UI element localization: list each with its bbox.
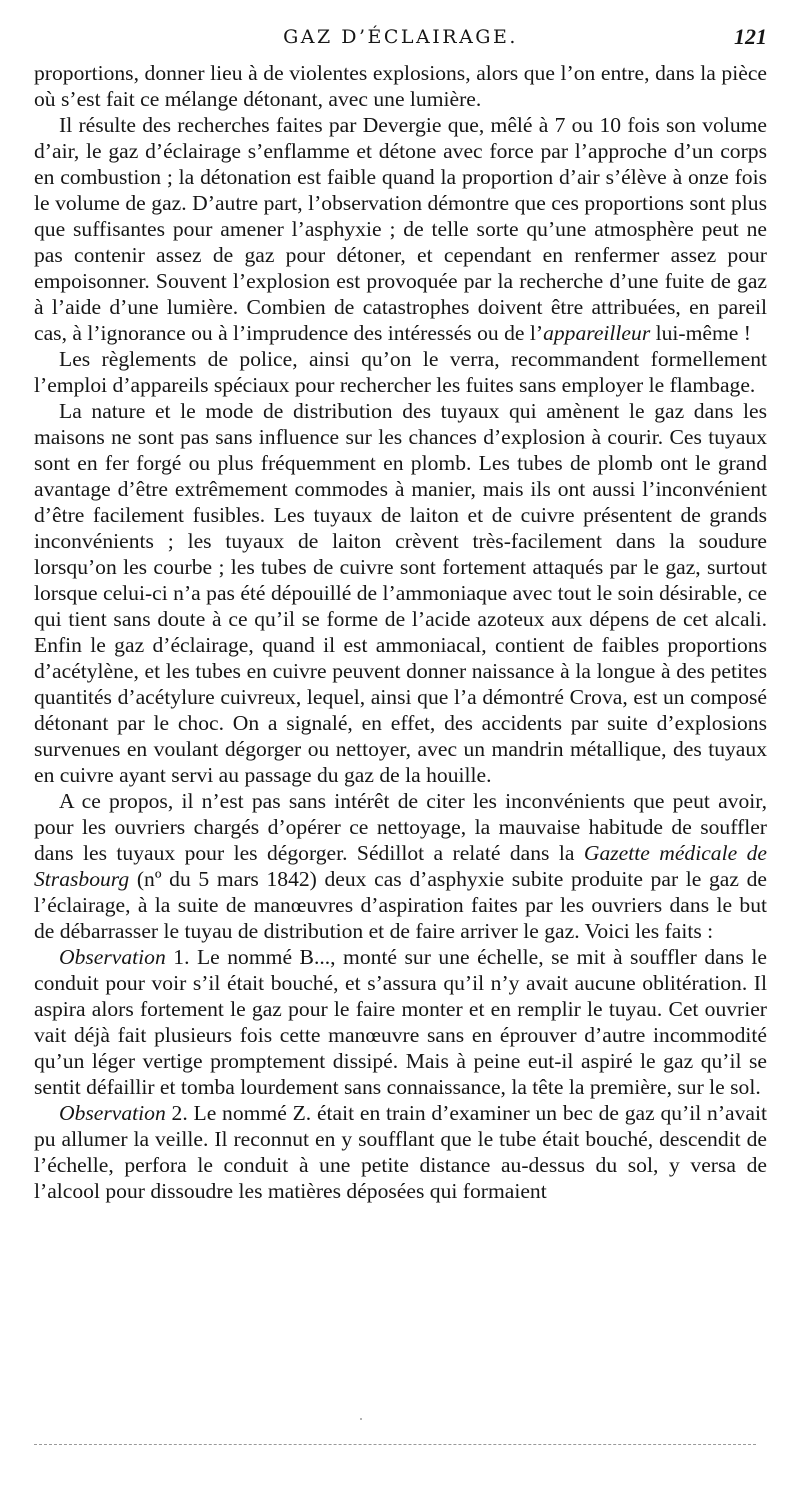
paragraph-reglements <box>34 346 767 398</box>
observation-label: Observation <box>59 1101 166 1125</box>
page-header <box>34 22 767 52</box>
paragraph-text: Les règlements de police, ainsi qu’on le verra, recommandent formellement l’emploi d’appareils spéciaux pour rechercher les fuites sans employer le flambage. <box>34 347 767 397</box>
paragraph-text: La nature et le mode de distribution des tuyaux qui amènent le gaz dans les maisons ne sont pas sans influence sur les chances d’explosion à courir. Ces tuyaux sont en fer forgé ou plus fréquemment en plomb. Les tubes de plomb ont le grand avantage d’être extrêmement commodes à manier, mais ils ont aussi l’inconvénient d’être facilement fusibles. Les tuyaux de laiton et de cuivre présentent de grands inconvénients ; les tuyaux de laiton crèvent très-facilement dans la soudure lorsqu’on les courbe ; les tubes de cuivre sont fortement attaqués par le gaz, surtout lorsque celui-ci n’a pas été dépouillé de l’ammoniaque avec tout le soin désirable, ce qui tient sans doute à ce qu’il se forme de l’acide azoteux aux dépens de cet alcali. Enfin le gaz d’éclairage, quand il est ammoniacal, contient de faibles proportions d’acétylène, et les tubes en cuivre peuvent donner naissance à la longue à des petites quantités d’acétylure cuivreux, lequel, ainsi que l’a démontré Crova, est un composé détonant par le choc. On a signalé, en effet, des accidents par suite d’explosions survenues en voulant dégorger ou nettoyer, avec un mandrin métallique, des tuyaux en cuivre ayant servi au passage du gaz de la houille. <box>34 399 767 787</box>
paragraph-observation-1 <box>34 944 767 1100</box>
running-title: GAZ D’ÉCLAIRAGE. <box>283 26 518 48</box>
paragraph-text-tail: 2. Le nommé Z. était en train d’examiner un bec de gaz qu’il n’avait pu allumer la veille. Il reconnut en y soufflant que le tube était bouché, descendit de l’échelle, perfora le conduit à une petite distance au-dessus du sol, y versa de l’alcool pour dissoudre les matières déposées qui formaient <box>34 1101 767 1203</box>
paragraph-tuyaux <box>34 398 767 788</box>
paragraph-text-tail: lui-même ! <box>650 321 751 345</box>
paragraph-text: proportions, donner lieu à de violentes explosions, alors que l’on entre, dans la pièce où s’est fait ce mélange détonant, avec une lumière. <box>34 61 767 111</box>
paragraph-text-tail: 1. Le nommé B..., monté sur une échelle, se mit à souffler dans le conduit pour voir s’il était bouché, et s’assura qu’il n’y avait aucune oblitération. Il aspira alors fortement le gaz pour le faire monter et en remplir le tuyau. Cet ouvrier vait déjà fait plusieurs fois cette manœuvre sans en éprouver d’autre incommodité qu’un léger vertige promptement dissipé. Mais à peine eut-il aspiré le gaz qu’il se sentit défaillir et tomba lourdement sans connaissance, la tête la première, sur le sol. <box>34 945 767 1099</box>
paragraph-sedillot <box>34 788 767 944</box>
observation-label: Observation <box>59 945 166 969</box>
bottom-bleed-through-line <box>34 1444 756 1445</box>
paragraph-observation-2 <box>34 1100 767 1204</box>
paragraph-continuation <box>34 60 767 112</box>
paragraph-devergie <box>34 112 767 346</box>
paragraph-text-tail: (nº du 5 mars 1842) deux cas d’asphyxie subite produite par le gaz de l’éclairage, à la suite de manœuvres d’aspiration faites par les ouvriers dans le but de débarrasser le tuyau de distribution et de faire arriver le gaz. Voici les faits : <box>34 867 767 943</box>
page-number: 121 <box>734 24 767 49</box>
paragraph-text: Il résulte des recherches faites par Devergie que, mêlé à 7 ou 10 fois son volume d’air, le gaz d’éclairage s’enflamme et détone avec force par l’approche d’un corps en combustion ; la détonation est faible quand la proportion d’air s’élève à onze fois le volume de gaz. D’autre part, l’observation démontre que ces proportions sont plus que suffisantes pour amener l’asphyxie ; de telle sorte qu’une atmosphère peut ne pas contenir assez de gaz pour détoner, et cependant en renfermer assez pour empoisonner. Souvent l’explosion est provoquée par la recherche d’une fuite de gaz à l’aide d’une lumière. Combien de catastrophes doivent être attribuées, en pareil cas, à l’ignorance ou à l’imprudence des intéressés ou de l’ <box>34 113 767 345</box>
print-speck <box>360 1418 362 1420</box>
body-text <box>34 60 767 1204</box>
paragraph-text: A ce propos, il n’est pas sans intérêt de citer les inconvénients que peut avoir, pour les ouvriers chargés d’opérer ce nettoyage, la mauvaise habitude de souffler dans les tuyaux pour les dégorger. Sédillot a relaté dans la <box>34 789 767 865</box>
italic-term: appareilleur <box>543 321 651 345</box>
italic-journal-title: Gazette médicale de Strasbourg <box>34 841 767 891</box>
